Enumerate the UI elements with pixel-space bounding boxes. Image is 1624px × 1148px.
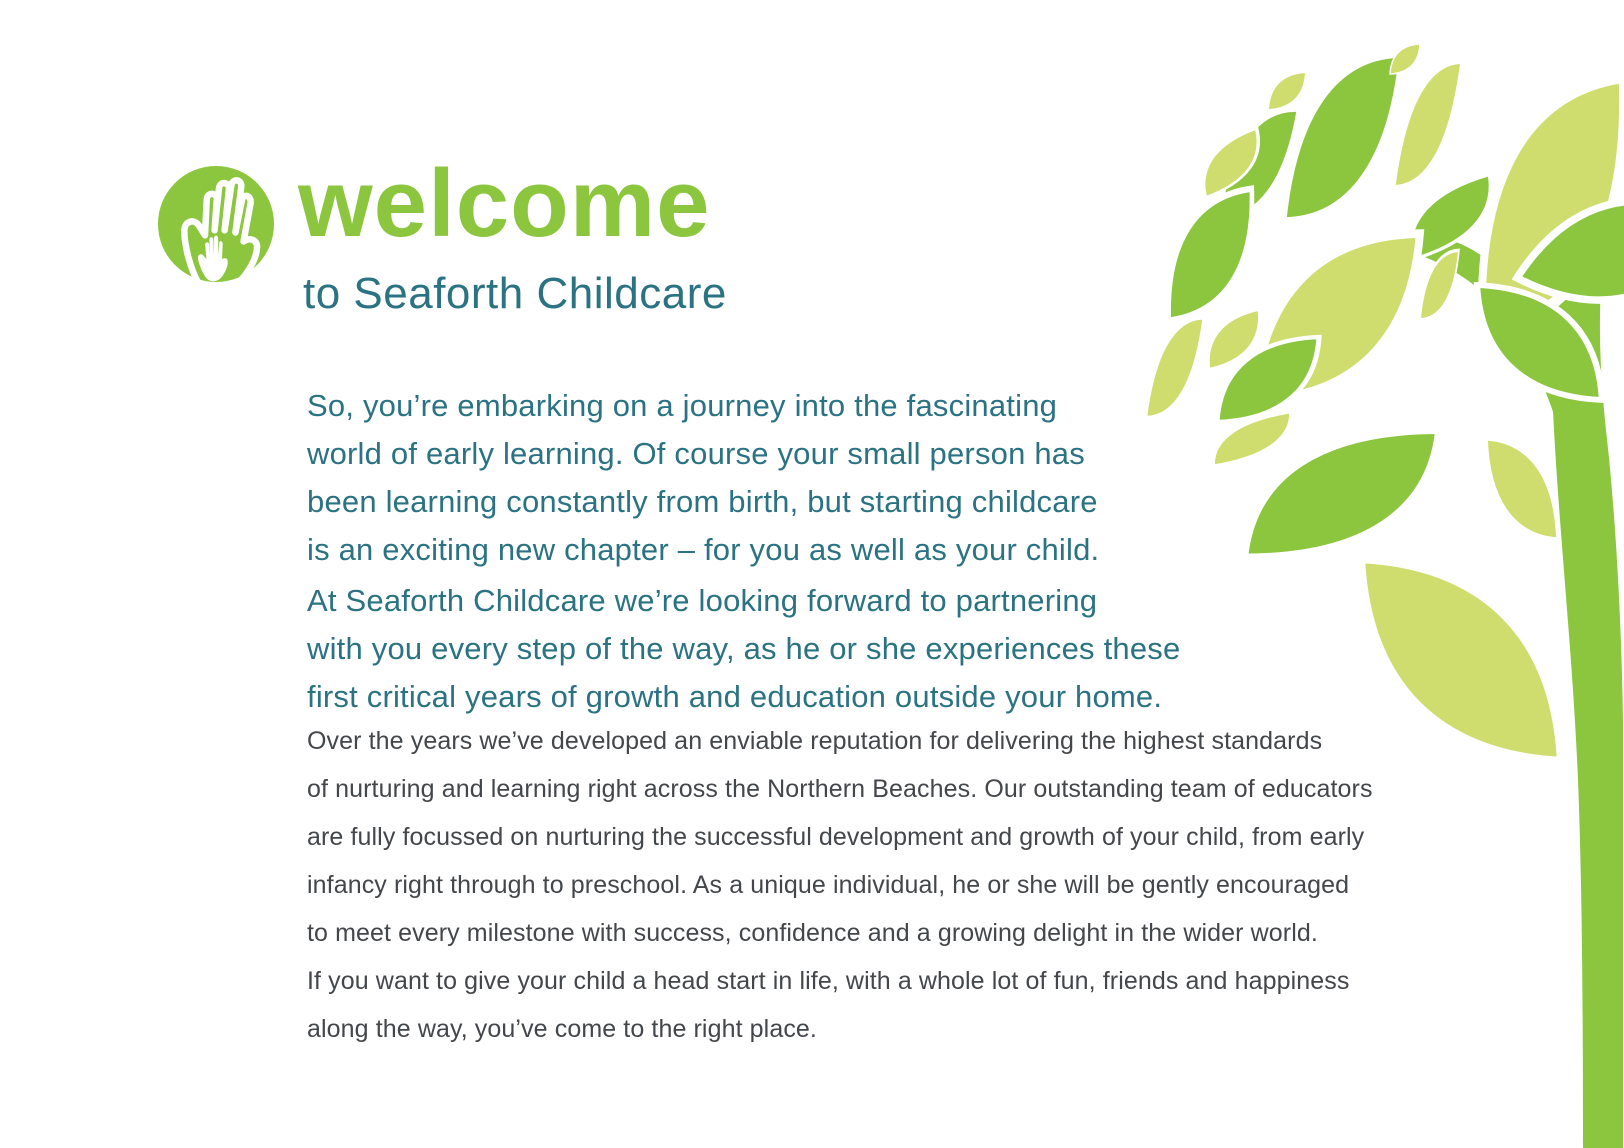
body-paragraph <box>307 717 1373 1053</box>
page-title: welcome <box>298 150 711 257</box>
partner-paragraph <box>307 577 1307 721</box>
text-line: of nurturing and learning right across the Northern Beaches. Our outstanding team of educators <box>307 775 1373 803</box>
hand-logo-icon <box>156 163 276 287</box>
text-line: along the way, you’ve come to the right place. <box>307 1015 817 1043</box>
text-line: is an exciting new chapter – for you as well as your child. <box>307 532 1100 567</box>
text-line: If you want to give your child a head start in life, with a whole lot of fun, friends and happiness <box>307 967 1350 995</box>
text-line: world of early learning. Of course your small person has <box>307 436 1085 471</box>
text-line: are fully focussed on nurturing the successful development and growth of your child, from early <box>307 823 1365 851</box>
intro-paragraph <box>307 382 1307 574</box>
page-subtitle: to Seaforth Childcare <box>303 269 727 318</box>
text-line: Over the years we’ve developed an enviable reputation for delivering the highest standards <box>307 727 1323 755</box>
text-line: with you every step of the way, as he or she experiences these <box>307 631 1181 666</box>
text-line: At Seaforth Childcare we’re looking forward to partnering <box>307 583 1098 618</box>
text-line: to meet every milestone with success, confidence and a growing delight in the wider world. <box>307 919 1318 947</box>
text-line: infancy right through to preschool. As a unique individual, he or she will be gently encouraged <box>307 871 1350 899</box>
text-line: been learning constantly from birth, but starting childcare <box>307 484 1098 519</box>
text-line: So, you’re embarking on a journey into the fascinating <box>307 388 1058 423</box>
text-line: first critical years of growth and education outside your home. <box>307 679 1163 714</box>
